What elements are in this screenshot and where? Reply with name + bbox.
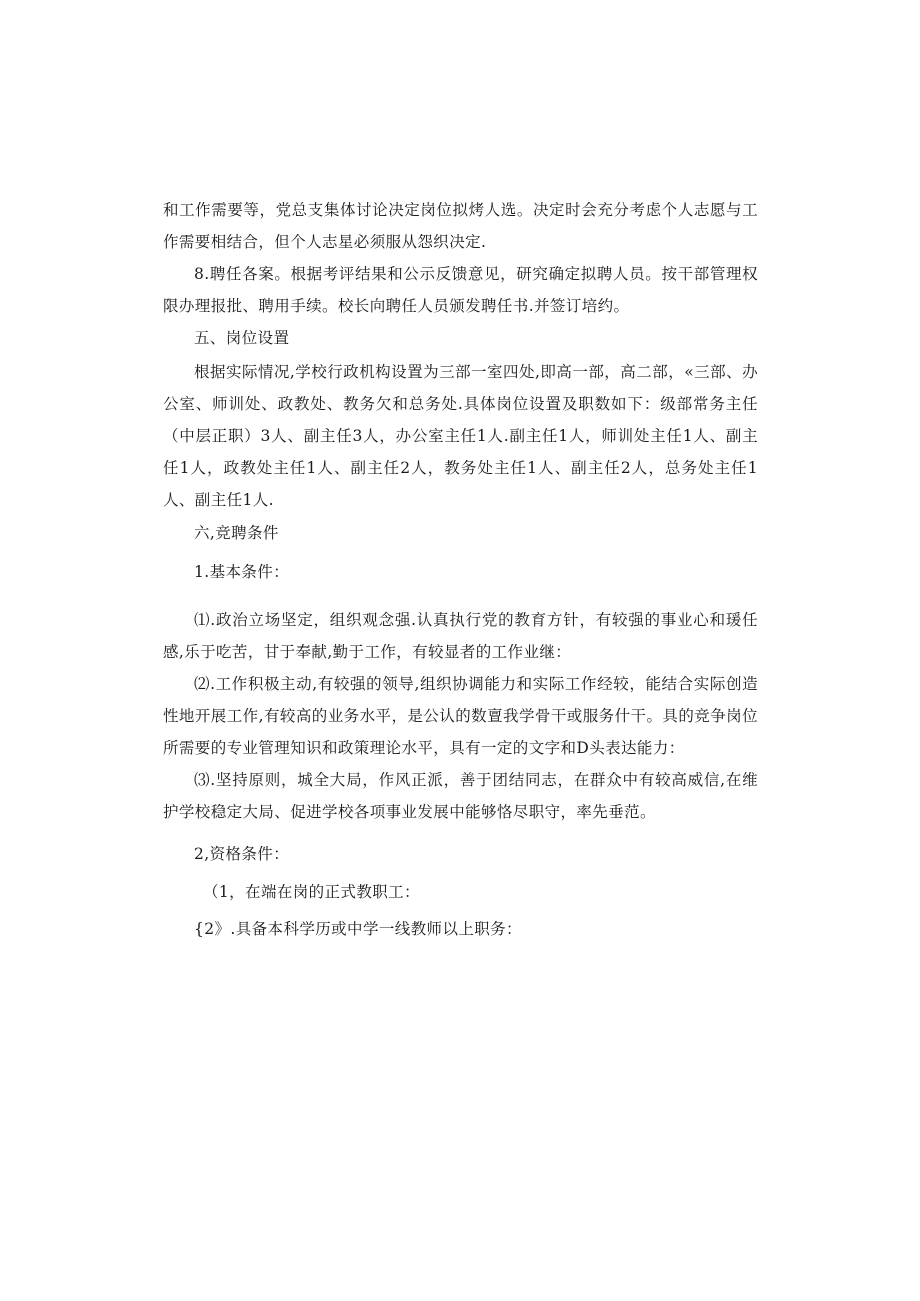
paragraph-condition-1: ⑴.政治立场坚定，组织观念强.认真执行党的教育方针，有较强的事业心和瑗任感,乐于吃苦，甘于奉献,勤于工作，有较显者的工作业继： [163,611,758,661]
paragraph-condition-3: ⑶.坚持原则，城全大局，作风正派，善于团结同志，在群众中有较高威信,在维护学校稳定大局、促进学校各项事业发展中能够恪尽职守，率先垂范。 [163,771,758,821]
heading-section-five: 五、岗位设置 [194,329,290,347]
paragraph-qualification-1: （1，在端在岗的正式教职工： [203,883,420,901]
paragraph-qualification-2: {2》.具备本科学历或中学一线教师以上职务： [194,920,522,938]
heading-qualification-conditions: 2,资格条件： [194,845,290,863]
heading-section-six: 六,竞聘条件 [194,524,279,542]
paragraph-continuation: 和工作需要等，党总支集体讨论决定岗位拟烤人选。决定时会充分考虑个人志愿与工作需要相结合，但个人志星必须服从怨织决定. [163,201,758,251]
paragraph-condition-2: ⑵.工作积极主动,有较强的领导,组织协调能力和实际工作经较，能结合实际创造性地开展工作,有较高的业务水平，是公认的数亶我学骨干或服务什干。具的竞争岗位所需要的专业管理知识和政策理论水平，具有一定的文字和D头表达能力： [163,675,758,757]
paragraph-post-setup: 根据实际情况,学校行政机构设置为三部一室四处,即高一部，高二部，«三部、办公室、师训处、政教处、教务欠和总务处.具体岗位设置及职数如下：级部常务主任（中层正职）3人、副主任3人，办公室主任1人.副主任1人，师训处主任1人、副主任1人，政教处主任1人、副主任2人，教务处主任1人、副主任2人，总务处主任1人、副主任1人. [163,363,758,509]
paragraph-appointment-filing: 8.聘任各案。根据考评结果和公示反馈意见，研究确定拟聘人员。按干部管理权限办理报批、聘用手续。校长向聘任人员颁发聘任书.并签订培约。 [163,265,758,315]
heading-basic-conditions: 1.基本条件： [194,563,290,581]
